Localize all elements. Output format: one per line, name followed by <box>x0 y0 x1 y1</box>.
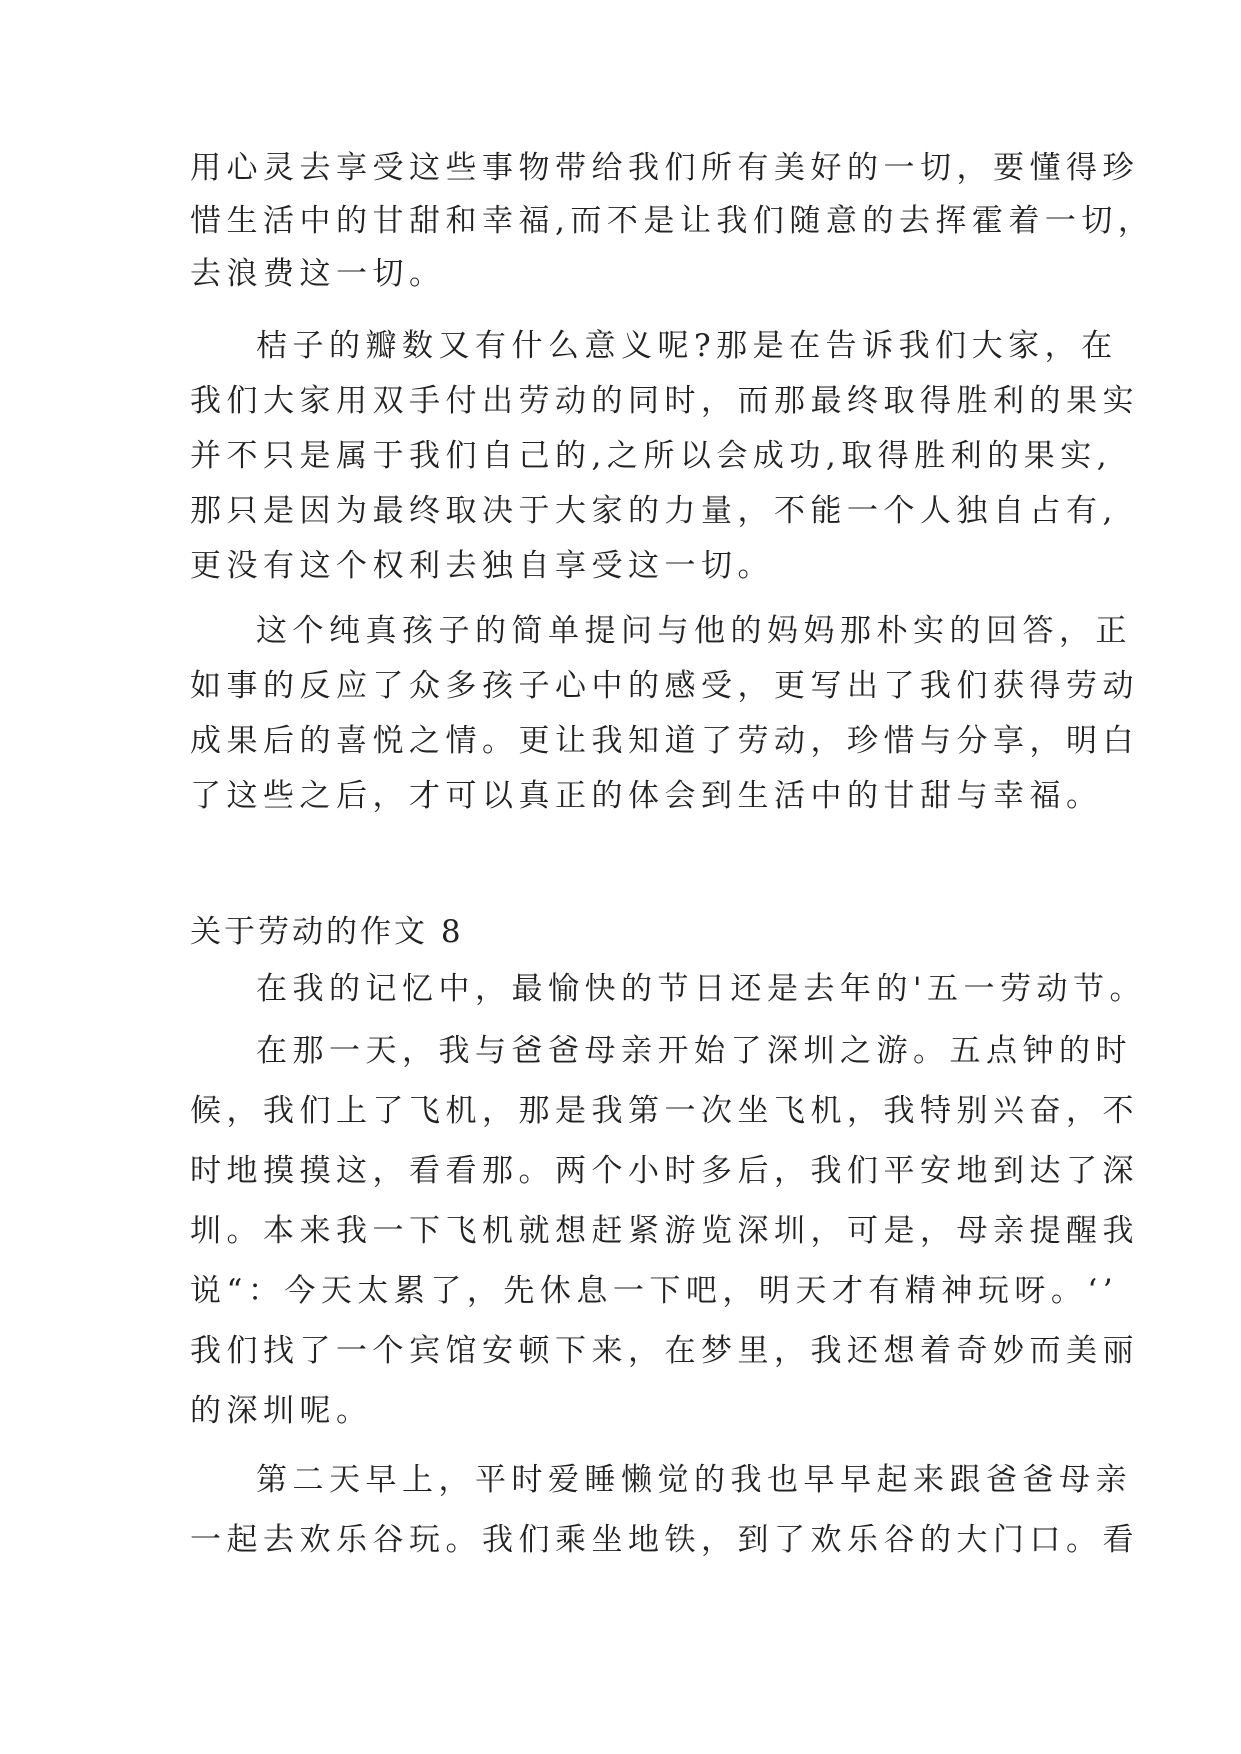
paragraph-line: 我们大家用双手付出劳动的同时，而那最终取得胜利的果实 <box>190 383 1139 419</box>
paragraph-line: 更没有这个权利去独自享受这一切。 <box>190 548 774 584</box>
paragraph-line: 桔子的瓣数又有什么意义呢?那是在告诉我们大家，在 <box>256 328 1118 364</box>
paragraph-line: 惜生活中的甘甜和幸福,而不是让我们随意的去挥霍着一切， <box>190 203 1155 239</box>
paragraph-line: 成果后的喜悦之情。更让我知道了劳动，珍惜与分享，明白 <box>190 723 1139 759</box>
section-heading: 关于劳动的作文 8 <box>190 914 464 950</box>
paragraph-line: 第二天早上，平时爱睡懒觉的我也早早起来跟爸爸母亲 <box>256 1462 1132 1498</box>
paragraph-line: 如事的反应了众多孩子心中的感受，更写出了我们获得劳动 <box>190 668 1139 704</box>
paragraph-line: 的深圳呢。 <box>190 1393 373 1429</box>
paragraph-line: 一起去欢乐谷玩。我们乘坐地铁，到了欢乐谷的大门口。看 <box>190 1522 1139 1558</box>
paragraph-line: 那只是因为最终取决于大家的力量，不能一个人独自占有, <box>190 493 1118 529</box>
paragraph-line: 并不只是属于我们自己的,之所以会成功,取得胜利的果实, <box>190 438 1113 474</box>
paragraph-line: 候，我们上了飞机，那是我第一次坐飞机，我特别兴奋，不 <box>190 1093 1139 1129</box>
paragraph-line: 说“：今天太累了，先休息一下吧，明天才有精神玩呀。‘’ <box>190 1273 1119 1309</box>
paragraph-line: 在那一天，我与爸爸母亲开始了深圳之游。五点钟的时 <box>256 1033 1132 1069</box>
paragraph-line: 时地摸摸这，看看那。两个小时多后，我们平安地到达了深 <box>190 1153 1139 1189</box>
paragraph-line: 去浪费这一切。 <box>190 256 446 292</box>
paragraph-line: 用心灵去享受这些事物带给我们所有美好的一切，要懂得珍 <box>190 150 1139 186</box>
paragraph-line: 了这些之后，才可以真正的体会到生活中的甘甜与幸福。 <box>190 778 1103 814</box>
paragraph-line: 在我的记忆中，最愉快的节日还是去年的'五一劳动节。 <box>256 971 1147 1007</box>
paragraph-line: 这个纯真孩子的简单提问与他的妈妈那朴实的回答，正 <box>256 613 1132 649</box>
paragraph-line: 圳。本来我一下飞机就想赶紧游览深圳，可是，母亲提醒我 <box>190 1213 1139 1249</box>
paragraph-line: 我们找了一个宾馆安顿下来，在梦里，我还想着奇妙而美丽 <box>190 1333 1139 1369</box>
